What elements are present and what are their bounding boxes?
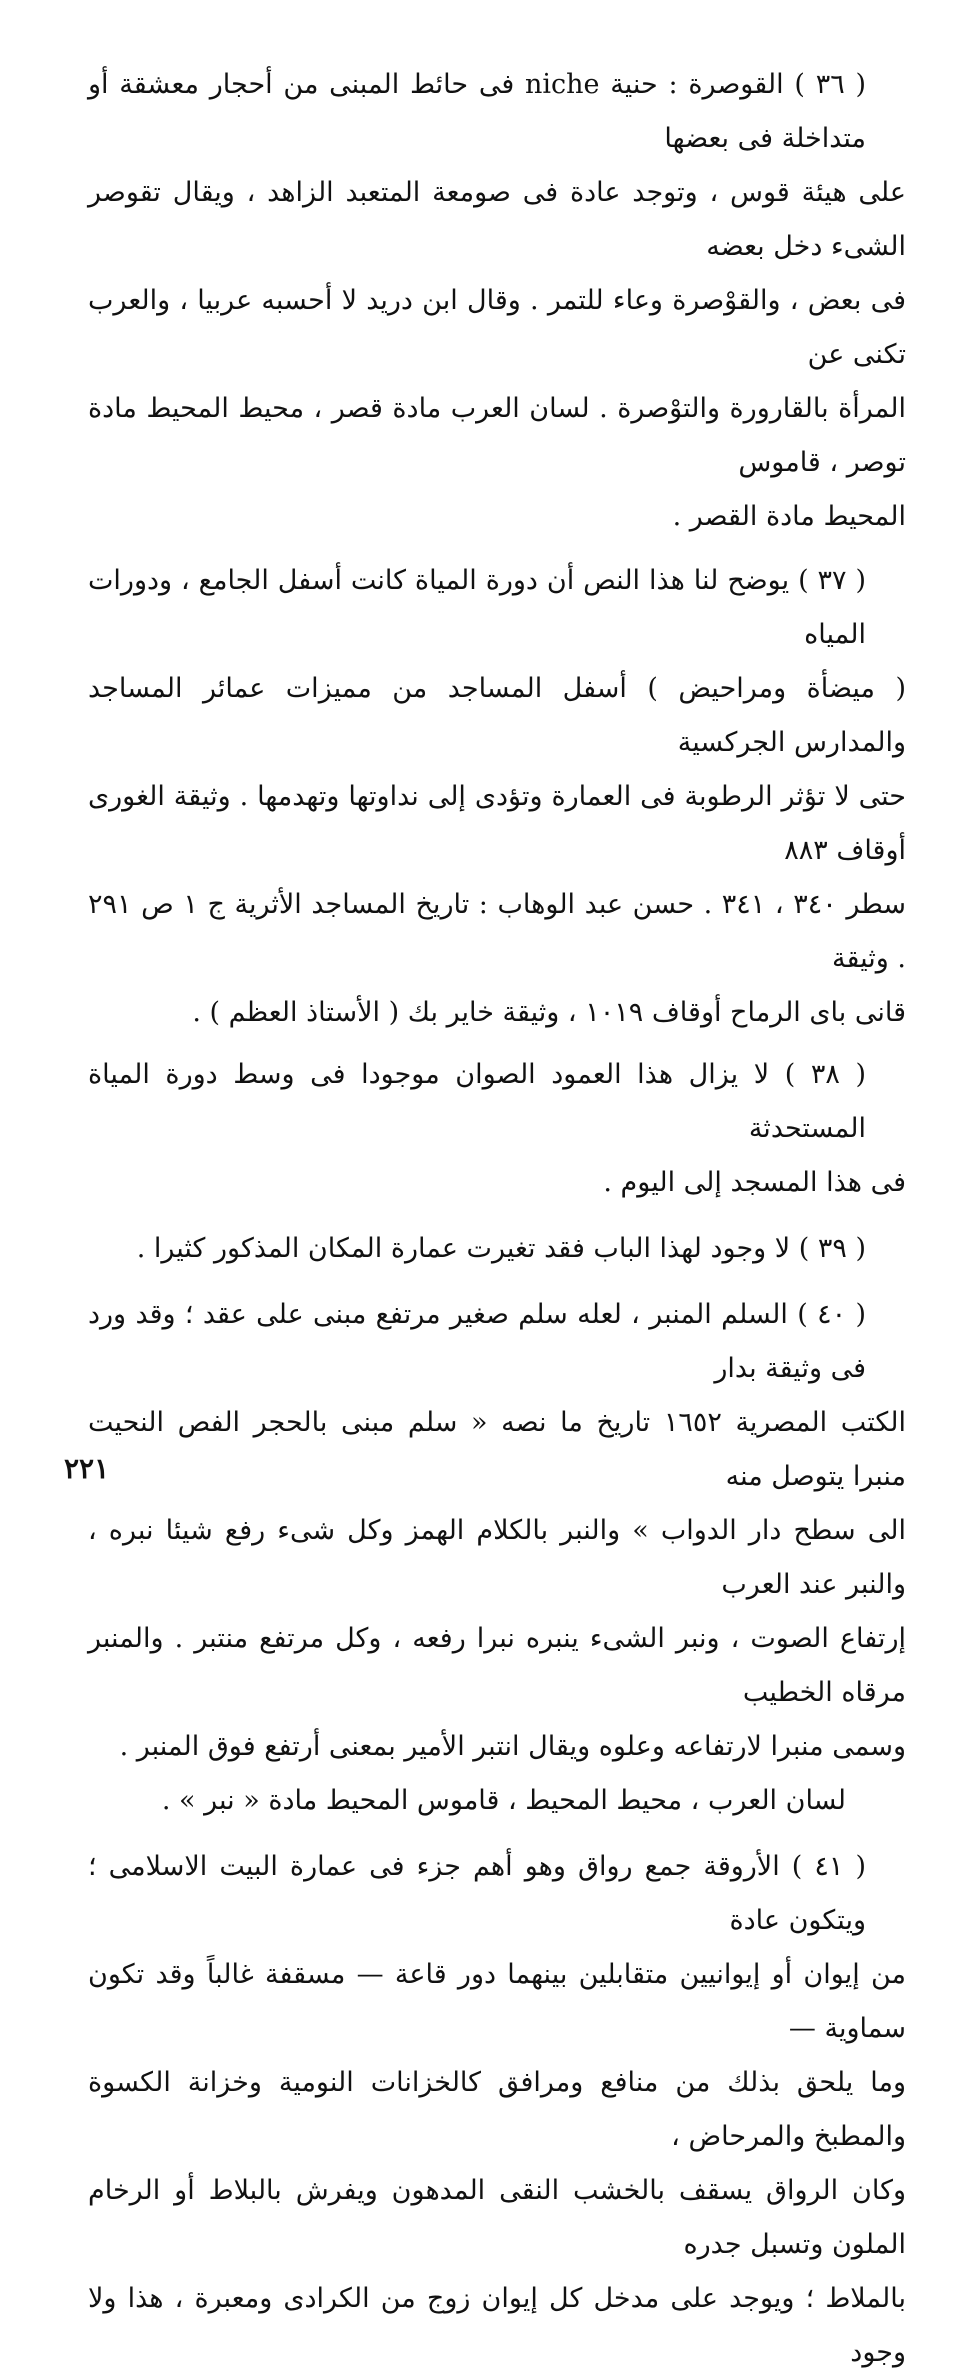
footnote-line: قانى باى الرماح أوقاف ١٠١٩ ، وثيقة خاير بك ( الأستاذ العظم ) . [192,997,906,1028]
footnote-line: حتى لا تؤثر الرطوبة فى العمارة وتؤدى إلى نداوتها وتهدمها . وثيقة الغورى أوقاف ٨٨٣ [88,781,906,866]
page-body [88,58,906,2380]
footnote-line: ( ٤٠ ) السلم المنبر ، لعله سلم صغير مرتفع مبنى على عقد ؛ وقد ورد فى وثيقة بدار [88,1299,866,1384]
footnote-line: بالملاط ؛ ويوجد على مدخل كل إيوان زوج من الكرادى ومعبرة ، هذا ولا وجود [88,2283,906,2368]
footnote-36 [88,58,906,544]
footnote-line: ( ٣٨ ) لا يزال هذا العمود الصوان موجودا فى وسط دورة المياة المستحدثة [88,1059,867,1144]
footnote-line: وكان الرواق يسقف بالخشب النقى المدهون ويفرش بالبلاط أو الرخام الملون وتسبل جدره [88,2175,906,2260]
footnote-38 [88,1048,906,1210]
footnote-line: ( ٤١ ) الأروقة جمع رواق وهو أهم جزء فى عمارة البيت الاسلامى ؛ ويتكون عادة [88,1851,866,1936]
page-number: ٢٢١ [64,1452,110,1485]
footnote-line: فى هذا المسجد إلى اليوم . [603,1167,906,1198]
footnote-line: ( ٣٩ ) لا وجود لهذا الباب فقد تغيرت عمارة المكان المذكور كثيرا . [136,1233,866,1264]
footnote-line: وسمى منبرا لارتفاعه وعلوه ويقال انتبر الأمير بمعنى أرتفع فوق المنبر . [119,1731,906,1762]
footnote-line: المرأة بالقارورة والتوْصرة . لسان العرب مادة قصر ، محيط المحيط مادة توصر ، قاموس [88,393,906,478]
footnote-39 [88,1222,906,1276]
footnote-line: على هيئة قوس ، وتوجد عادة فى صومعة المتعبد الزاهد ، ويقال تقوصر الشىء دخل بعضه [88,177,906,262]
footnote-37 [88,554,906,1040]
footnote-line: إرتفاع الصوت ، ونبر الشىء ينبره نبرا رفعه ، وكل مرتفع منتبر . والمنبر مرقاه الخطيب [88,1623,906,1708]
footnote-line: المحيط مادة القصر . [672,501,906,532]
footnote-line: ( ٣٦ ) القوصرة : حنية niche فى حائط المبنى من أحجار معشقة أو متداخلة فى بعضها [88,69,866,154]
footnote-line: وما يلحق بذلك من منافع ومرافق كالخزانات النومية وخزانة الكسوة والمطبخ والمرحاض ، [88,2067,906,2152]
footnote-line: من إيوان أو إيوانيين متقابلين بينهما دور قاعة — مسقفة غالباً وقد تكون سماوية — [88,1959,906,2044]
footnote-line: ( ميضأة ومراحيض ) أسفل المساجد من مميزات عمائر المساجد والمدارس الجركسية [88,673,906,758]
footnote-line: الى سطح دار الدواب » والنبر بالكلام الهمز وكل شىء رفع شيئا نبره ، والنبر عند العرب [88,1515,906,1600]
footnote-line: الكتب المصرية ١٦٥٢ تاريخ ما نصه « سلم مبنى بالحجر الفص النحيت منبرا يتوصل منه [88,1407,906,1492]
footnote-line: سطر ٣٤٠ ، ٣٤١ . حسن عبد الوهاب : تاريخ المساجد الأثرية ج ١ ص ٢٩١ . وثيقة [88,889,906,974]
footnote-source: لسان العرب ، محيط المحيط ، قاموس المحيط مادة « نبر » . [161,1785,846,1816]
footnote-line: فى بعض ، والقوْصرة وعاء للتمر . وقال ابن دريد لا أحسبه عربيا ، والعرب تكنى عن [88,285,906,370]
footnote-41 [88,1840,906,2380]
footnote-line: ( ٣٧ ) يوضح لنا هذا النص أن دورة المياة كانت أسفل الجامع ، ودورات المياه [88,565,866,650]
footnote-40 [88,1288,906,1828]
